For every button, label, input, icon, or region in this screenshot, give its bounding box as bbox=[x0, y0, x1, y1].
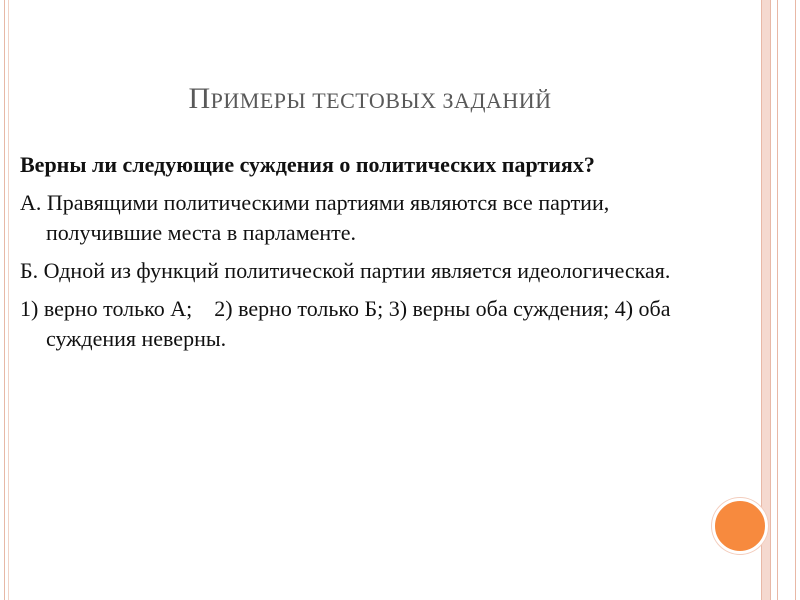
question-text: Верны ли следующие суждения о политических партиях? bbox=[20, 152, 595, 177]
right-decor-line bbox=[777, 0, 778, 600]
answer-options: 1) верно только А; 2) верно только Б; 3) верны оба суждения; 4) оба суждения неверны. bbox=[20, 296, 676, 351]
title-first-letter: П bbox=[188, 82, 211, 115]
slide-title bbox=[0, 82, 740, 116]
slide-content bbox=[20, 150, 720, 362]
title-rest: РИМЕРЫ ТЕСТОВЫХ ЗАДАНИЙ bbox=[210, 88, 552, 113]
statement-b: Б. Одной из функций политической партии является идеологическая. bbox=[20, 258, 671, 283]
orange-circle-decor bbox=[712, 498, 768, 554]
statement-a: А. Правящими политическими партиями являются все партии, получившие места в парламенте. bbox=[20, 190, 610, 245]
